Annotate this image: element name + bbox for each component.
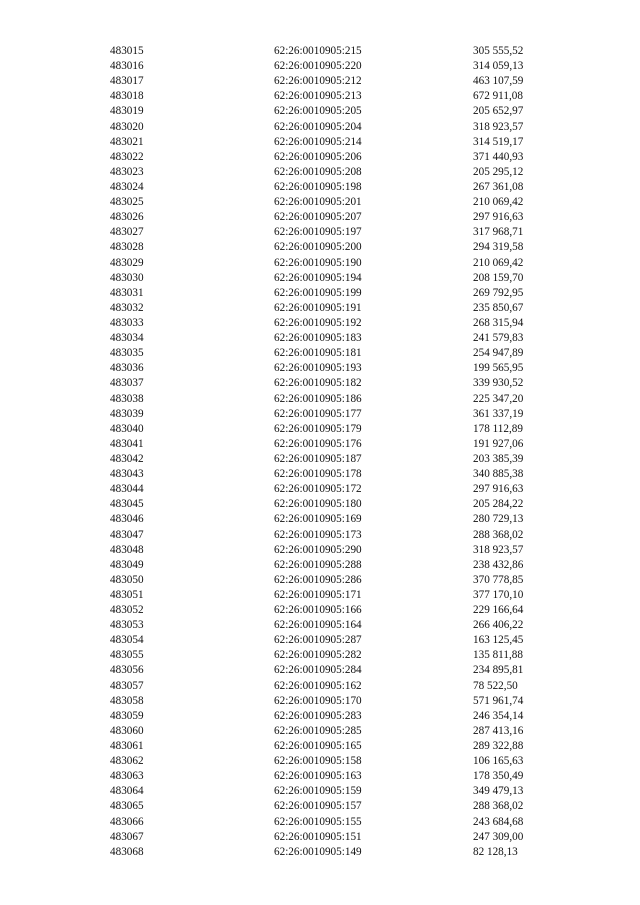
record-number-cell: 483033 bbox=[110, 316, 144, 329]
cadastral-value-cell: 317 968,71 bbox=[473, 226, 524, 239]
cadastral-value-cell: 571 961,74 bbox=[473, 694, 524, 707]
record-number-cell: 483052 bbox=[110, 604, 144, 617]
cadastral-number-cell: 62:26:0010905:169 bbox=[274, 513, 362, 526]
cadastral-number-cell: 62:26:0010905:206 bbox=[274, 150, 362, 163]
table-row bbox=[0, 754, 640, 769]
cadastral-number-cell: 62:26:0010905:193 bbox=[274, 362, 362, 375]
cadastral-number-cell: 62:26:0010905:282 bbox=[274, 649, 362, 662]
record-number-cell: 483022 bbox=[110, 150, 144, 163]
cadastral-value-cell: 294 319,58 bbox=[473, 241, 524, 254]
table-row bbox=[0, 845, 640, 860]
record-number-cell: 483023 bbox=[110, 165, 144, 178]
table-row bbox=[0, 497, 640, 512]
record-number-cell: 483051 bbox=[110, 588, 144, 601]
cadastral-number-cell: 62:26:0010905:177 bbox=[274, 407, 362, 420]
table-row bbox=[0, 135, 640, 150]
cadastral-value-cell: 266 406,22 bbox=[473, 619, 524, 632]
cadastral-number-cell: 62:26:0010905:212 bbox=[274, 75, 362, 88]
cadastral-number-cell: 62:26:0010905:284 bbox=[274, 664, 362, 677]
cadastral-value-cell: 82 128,13 bbox=[473, 845, 518, 858]
cadastral-number-cell: 62:26:0010905:286 bbox=[274, 573, 362, 586]
cadastral-value-cell: 229 166,64 bbox=[473, 604, 524, 617]
table-row bbox=[0, 769, 640, 784]
record-number-cell: 483062 bbox=[110, 755, 144, 768]
cadastral-number-cell: 62:26:0010905:176 bbox=[274, 437, 362, 450]
cadastral-value-cell: 314 519,17 bbox=[473, 135, 524, 148]
cadastral-value-cell: 246 354,14 bbox=[473, 709, 524, 722]
table-row bbox=[0, 301, 640, 316]
record-number-cell: 483063 bbox=[110, 770, 144, 783]
cadastral-value-cell: 210 069,42 bbox=[473, 196, 524, 209]
record-number-cell: 483036 bbox=[110, 362, 144, 375]
cadastral-number-cell: 62:26:0010905:214 bbox=[274, 135, 362, 148]
cadastral-value-cell: 288 368,02 bbox=[473, 800, 524, 813]
table-row bbox=[0, 316, 640, 331]
cadastral-number-cell: 62:26:0010905:171 bbox=[274, 588, 362, 601]
cadastral-number-cell: 62:26:0010905:155 bbox=[274, 815, 362, 828]
table-row bbox=[0, 784, 640, 799]
table-row bbox=[0, 739, 640, 754]
cadastral-number-cell: 62:26:0010905:213 bbox=[274, 90, 362, 103]
cadastral-number-cell: 62:26:0010905:287 bbox=[274, 634, 362, 647]
cadastral-value-cell: 247 309,00 bbox=[473, 830, 524, 843]
cadastral-number-cell: 62:26:0010905:283 bbox=[274, 709, 362, 722]
table-row bbox=[0, 44, 640, 59]
cadastral-number-cell: 62:26:0010905:163 bbox=[274, 770, 362, 783]
record-number-cell: 483020 bbox=[110, 120, 144, 133]
cadastral-value-cell: 210 069,42 bbox=[473, 256, 524, 269]
cadastral-number-cell: 62:26:0010905:207 bbox=[274, 211, 362, 224]
table-row bbox=[0, 346, 640, 361]
record-number-cell: 483021 bbox=[110, 135, 144, 148]
cadastral-number-cell: 62:26:0010905:172 bbox=[274, 483, 362, 496]
cadastral-number-cell: 62:26:0010905:200 bbox=[274, 241, 362, 254]
cadastral-number-cell: 62:26:0010905:215 bbox=[274, 45, 362, 57]
record-number-cell: 483027 bbox=[110, 226, 144, 239]
table-row bbox=[0, 618, 640, 633]
record-number-cell: 483045 bbox=[110, 498, 144, 511]
cadastral-number-cell: 62:26:0010905:170 bbox=[274, 694, 362, 707]
cadastral-number-cell: 62:26:0010905:157 bbox=[274, 800, 362, 813]
table-row bbox=[0, 407, 640, 422]
table-row bbox=[0, 724, 640, 739]
cadastral-number-cell: 62:26:0010905:181 bbox=[274, 347, 362, 360]
record-number-cell: 483064 bbox=[110, 785, 144, 798]
cadastral-number-cell: 62:26:0010905:187 bbox=[274, 452, 362, 465]
cadastral-value-cell: 297 916,63 bbox=[473, 211, 524, 224]
cadastral-number-cell: 62:26:0010905:149 bbox=[274, 845, 362, 858]
cadastral-number-cell: 62:26:0010905:288 bbox=[274, 558, 362, 571]
cadastral-value-cell: 318 923,57 bbox=[473, 543, 524, 556]
record-number-cell: 483061 bbox=[110, 740, 144, 753]
record-number-cell: 483016 bbox=[110, 60, 144, 73]
record-number-cell: 483044 bbox=[110, 483, 144, 496]
cadastral-value-cell: 463 107,59 bbox=[473, 75, 524, 88]
record-number-cell: 483018 bbox=[110, 90, 144, 103]
cadastral-number-cell: 62:26:0010905:166 bbox=[274, 604, 362, 617]
cadastral-value-cell: 205 284,22 bbox=[473, 498, 524, 511]
record-number-cell: 483043 bbox=[110, 468, 144, 481]
record-number-cell: 483037 bbox=[110, 377, 144, 390]
cadastral-value-cell: 208 159,70 bbox=[473, 271, 524, 284]
cadastral-value-cell: 289 322,88 bbox=[473, 740, 524, 753]
cadastral-number-cell: 62:26:0010905:151 bbox=[274, 830, 362, 843]
cadastral-number-cell: 62:26:0010905:220 bbox=[274, 60, 362, 73]
table-row bbox=[0, 392, 640, 407]
cadastral-value-cell: 340 885,38 bbox=[473, 468, 524, 481]
cadastral-number-cell: 62:26:0010905:159 bbox=[274, 785, 362, 798]
table-row bbox=[0, 59, 640, 74]
table-row bbox=[0, 195, 640, 210]
cadastral-value-cell: 672 911,08 bbox=[473, 90, 523, 103]
record-number-cell: 483059 bbox=[110, 709, 144, 722]
table-row bbox=[0, 286, 640, 301]
cadastral-value-cell: 234 895,81 bbox=[473, 664, 524, 677]
cadastral-value-cell: 205 295,12 bbox=[473, 165, 524, 178]
cadastral-value-cell: 288 368,02 bbox=[473, 528, 524, 541]
table-row bbox=[0, 165, 640, 180]
cadastral-value-cell: 205 652,97 bbox=[473, 105, 524, 118]
table-row bbox=[0, 467, 640, 482]
cadastral-value-cell: 225 347,20 bbox=[473, 392, 524, 405]
table-row bbox=[0, 180, 640, 195]
record-number-cell: 483050 bbox=[110, 573, 144, 586]
cadastral-value-cell: 135 811,88 bbox=[473, 649, 523, 662]
table-row bbox=[0, 648, 640, 663]
cadastral-value-cell: 349 479,13 bbox=[473, 785, 524, 798]
table-row bbox=[0, 694, 640, 709]
cadastral-value-cell: 339 930,52 bbox=[473, 377, 524, 390]
cadastral-number-cell: 62:26:0010905:180 bbox=[274, 498, 362, 511]
record-number-cell: 483024 bbox=[110, 180, 144, 193]
cadastral-number-cell: 62:26:0010905:290 bbox=[274, 543, 362, 556]
cadastral-value-cell: 287 413,16 bbox=[473, 724, 524, 737]
table-row bbox=[0, 512, 640, 527]
table-row bbox=[0, 422, 640, 437]
cadastral-value-cell: 241 579,83 bbox=[473, 332, 524, 345]
table-row bbox=[0, 528, 640, 543]
record-number-cell: 483029 bbox=[110, 256, 144, 269]
cadastral-number-cell: 62:26:0010905:179 bbox=[274, 422, 362, 435]
cadastral-number-cell: 62:26:0010905:194 bbox=[274, 271, 362, 284]
record-number-cell: 483065 bbox=[110, 800, 144, 813]
cadastral-value-cell: 269 792,95 bbox=[473, 286, 524, 299]
record-number-cell: 483067 bbox=[110, 830, 144, 843]
table-row bbox=[0, 225, 640, 240]
cadastral-number-cell: 62:26:0010905:186 bbox=[274, 392, 362, 405]
table-row bbox=[0, 104, 640, 119]
record-number-cell: 483028 bbox=[110, 241, 144, 254]
table-row bbox=[0, 240, 640, 255]
record-number-cell: 483068 bbox=[110, 845, 144, 858]
cadastral-value-cell: 106 165,63 bbox=[473, 755, 524, 768]
table-row bbox=[0, 361, 640, 376]
record-number-cell: 483056 bbox=[110, 664, 144, 677]
record-number-cell: 483055 bbox=[110, 649, 144, 662]
record-number-cell: 483048 bbox=[110, 543, 144, 556]
table-row bbox=[0, 799, 640, 814]
cadastral-value-cell: 268 315,94 bbox=[473, 316, 524, 329]
record-number-cell: 483057 bbox=[110, 679, 144, 692]
cadastral-value-cell: 361 337,19 bbox=[473, 407, 524, 420]
record-number-cell: 483030 bbox=[110, 271, 144, 284]
table-row bbox=[0, 588, 640, 603]
table-row bbox=[0, 210, 640, 225]
cadastral-value-cell: 297 916,63 bbox=[473, 483, 524, 496]
record-number-cell: 483032 bbox=[110, 301, 144, 314]
record-number-cell: 483034 bbox=[110, 332, 144, 345]
cadastral-number-cell: 62:26:0010905:199 bbox=[274, 286, 362, 299]
cadastral-number-cell: 62:26:0010905:198 bbox=[274, 180, 362, 193]
record-number-cell: 483039 bbox=[110, 407, 144, 420]
data-table bbox=[0, 44, 640, 860]
table-row bbox=[0, 256, 640, 271]
record-number-cell: 483019 bbox=[110, 105, 144, 118]
cadastral-value-cell: 235 850,67 bbox=[473, 301, 524, 314]
cadastral-number-cell: 62:26:0010905:165 bbox=[274, 740, 362, 753]
cadastral-number-cell: 62:26:0010905:208 bbox=[274, 165, 362, 178]
table-row bbox=[0, 633, 640, 648]
cadastral-value-cell: 254 947,89 bbox=[473, 347, 524, 360]
cadastral-value-cell: 377 170,10 bbox=[473, 588, 524, 601]
cadastral-number-cell: 62:26:0010905:164 bbox=[274, 619, 362, 632]
cadastral-value-cell: 305 555,52 bbox=[473, 45, 524, 57]
table-row bbox=[0, 376, 640, 391]
cadastral-number-cell: 62:26:0010905:190 bbox=[274, 256, 362, 269]
cadastral-value-cell: 163 125,45 bbox=[473, 634, 524, 647]
cadastral-number-cell: 62:26:0010905:162 bbox=[274, 679, 362, 692]
record-number-cell: 483054 bbox=[110, 634, 144, 647]
table-row bbox=[0, 663, 640, 678]
record-number-cell: 483060 bbox=[110, 724, 144, 737]
cadastral-number-cell: 62:26:0010905:183 bbox=[274, 332, 362, 345]
record-number-cell: 483017 bbox=[110, 75, 144, 88]
record-number-cell: 483049 bbox=[110, 558, 144, 571]
cadastral-number-cell: 62:26:0010905:158 bbox=[274, 755, 362, 768]
record-number-cell: 483040 bbox=[110, 422, 144, 435]
table-row bbox=[0, 558, 640, 573]
table-row bbox=[0, 89, 640, 104]
cadastral-value-cell: 78 522,50 bbox=[473, 679, 518, 692]
cadastral-value-cell: 178 112,89 bbox=[473, 422, 523, 435]
record-number-cell: 483041 bbox=[110, 437, 144, 450]
cadastral-value-cell: 178 350,49 bbox=[473, 770, 524, 783]
cadastral-number-cell: 62:26:0010905:192 bbox=[274, 316, 362, 329]
record-number-cell: 483038 bbox=[110, 392, 144, 405]
table-row bbox=[0, 815, 640, 830]
cadastral-number-cell: 62:26:0010905:182 bbox=[274, 377, 362, 390]
table-row bbox=[0, 830, 640, 845]
cadastral-value-cell: 280 729,13 bbox=[473, 513, 524, 526]
table-row bbox=[0, 709, 640, 724]
record-number-cell: 483042 bbox=[110, 452, 144, 465]
record-number-cell: 483047 bbox=[110, 528, 144, 541]
cadastral-number-cell: 62:26:0010905:201 bbox=[274, 196, 362, 209]
table-row bbox=[0, 679, 640, 694]
record-number-cell: 483066 bbox=[110, 815, 144, 828]
table-row bbox=[0, 74, 640, 89]
cadastral-number-cell: 62:26:0010905:173 bbox=[274, 528, 362, 541]
table-row bbox=[0, 271, 640, 286]
cadastral-number-cell: 62:26:0010905:205 bbox=[274, 105, 362, 118]
table-row bbox=[0, 603, 640, 618]
cadastral-number-cell: 62:26:0010905:191 bbox=[274, 301, 362, 314]
table-row bbox=[0, 452, 640, 467]
cadastral-value-cell: 191 927,06 bbox=[473, 437, 524, 450]
cadastral-value-cell: 371 440,93 bbox=[473, 150, 524, 163]
table-row bbox=[0, 150, 640, 165]
cadastral-value-cell: 203 385,39 bbox=[473, 452, 524, 465]
record-number-cell: 483015 bbox=[110, 45, 144, 57]
table-row bbox=[0, 573, 640, 588]
cadastral-value-cell: 243 684,68 bbox=[473, 815, 524, 828]
cadastral-value-cell: 267 361,08 bbox=[473, 180, 524, 193]
record-number-cell: 483031 bbox=[110, 286, 144, 299]
record-number-cell: 483035 bbox=[110, 347, 144, 360]
cadastral-number-cell: 62:26:0010905:197 bbox=[274, 226, 362, 239]
table-row bbox=[0, 437, 640, 452]
record-number-cell: 483025 bbox=[110, 196, 144, 209]
table-row bbox=[0, 482, 640, 497]
table-row bbox=[0, 543, 640, 558]
table-row bbox=[0, 331, 640, 346]
record-number-cell: 483026 bbox=[110, 211, 144, 224]
cadastral-value-cell: 199 565,95 bbox=[473, 362, 524, 375]
cadastral-value-cell: 314 059,13 bbox=[473, 60, 524, 73]
cadastral-value-cell: 318 923,57 bbox=[473, 120, 524, 133]
record-number-cell: 483053 bbox=[110, 619, 144, 632]
cadastral-value-cell: 238 432,86 bbox=[473, 558, 524, 571]
cadastral-number-cell: 62:26:0010905:285 bbox=[274, 724, 362, 737]
record-number-cell: 483058 bbox=[110, 694, 144, 707]
cadastral-number-cell: 62:26:0010905:204 bbox=[274, 120, 362, 133]
table-row bbox=[0, 120, 640, 135]
cadastral-number-cell: 62:26:0010905:178 bbox=[274, 468, 362, 481]
record-number-cell: 483046 bbox=[110, 513, 144, 526]
cadastral-value-cell: 370 778,85 bbox=[473, 573, 524, 586]
